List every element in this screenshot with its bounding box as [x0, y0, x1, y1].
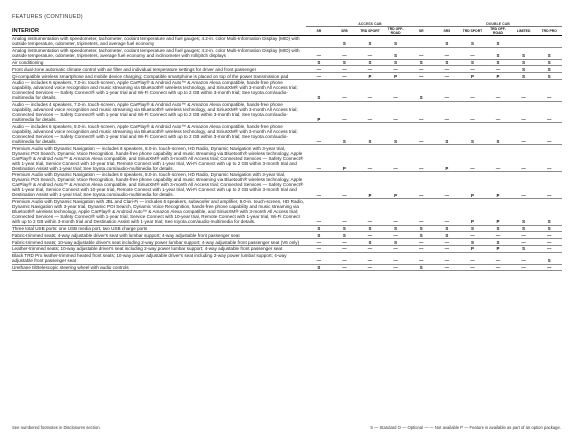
availability-cell: S — [485, 36, 511, 48]
availability-cell: — — [383, 145, 409, 172]
availability-cell: — — [332, 79, 358, 101]
availability-cell: — — [383, 252, 409, 264]
availability-cell: — — [536, 245, 562, 252]
column-header: TRD OFF-ROAD — [383, 27, 409, 36]
availability-cell: — — [408, 172, 434, 199]
availability-cell: — — [511, 123, 537, 145]
table-row — [12, 47, 562, 59]
availability-cell: — — [306, 145, 332, 172]
availability-cell: S — [511, 66, 537, 73]
feature-description: Audio — includes 4 speakers, 7.0-in. touch-screen, Apple CarPlay® & Android Auto™ & Amazon Alexa compatible, hands-free phone capability, advanced voice recognition and music streaming via Bluetooth® wireless technology, and SiriusXM® with 3-month All Access trial; Connected Services — Safety Connect® with 1-year trial and Wi-Fi Connect with up to 2 GB within 3-month trial; See toyota.com/audio-multimedia for details. — [12, 101, 306, 123]
availability-cell: S — [536, 252, 562, 264]
availability-cell: — — [511, 264, 537, 271]
availability-cell: S — [511, 245, 537, 252]
table-row — [12, 172, 562, 199]
availability-cell: — — [408, 239, 434, 246]
availability-cell: — — [460, 47, 486, 59]
availability-cell: P — [485, 73, 511, 80]
feature-description: Analog instrumentation with speedometer, tachometer, coolant temperature and fuel gauges; 4.2-in. color Multi-Information Display (MID) with outside temperature, odometer, tripmeters, average fuel economy and inclinometer with roll/pitch displays — [12, 47, 306, 59]
availability-cell: S — [485, 123, 511, 145]
availability-cell: P — [460, 73, 486, 80]
table-row — [12, 264, 562, 271]
availability-cell: — — [408, 198, 434, 225]
column-header: TRD PRO — [536, 27, 562, 36]
availability-cell: — — [511, 232, 537, 239]
availability-cell: S — [536, 66, 562, 73]
availability-cell: — — [434, 245, 460, 252]
table-body — [12, 36, 562, 271]
availability-cell: S — [332, 232, 358, 239]
availability-cell: S — [383, 239, 409, 246]
availability-cell: S — [485, 239, 511, 246]
availability-cell: S — [434, 59, 460, 66]
availability-cell: S — [408, 264, 434, 271]
availability-cell: S — [460, 36, 486, 48]
feature-description: Audio — includes 6 speakers, 8.0-in. touch-screen, Apple CarPlay® & Android Auto™ & Amazon Alexa compatible, hands-free phone capability, advanced voice recognition and music streaming via Bluetooth® wireless technology, and SiriusXM® with 3-month All Access trial; Connected Services — Safety Connect® with 1-year trial and Wi-Fi Connect with up to 2 GB within 3-month trial; See toyota.com/audio-multimedia for details. — [12, 123, 306, 145]
availability-cell: S — [383, 47, 409, 59]
availability-cell: — — [536, 101, 562, 123]
table-row — [12, 198, 562, 225]
availability-cell: — — [306, 172, 332, 199]
availability-cell: S — [357, 239, 383, 246]
availability-cell: S — [536, 225, 562, 232]
availability-cell: — — [357, 66, 383, 73]
availability-cell: S — [511, 198, 537, 225]
feature-description: Premium Audio with Dynamic Navigation — includes 6 speakers, 8.0-in. touch-screen, HD Radio, Dynamic Navigation with 3-year trial, Dynamic POI Search, Dynamic Voice Recognition, hands-free phone capability and music streaming via Bluetooth® wireless technology, Apple CarPlay® & Android Auto™ & Amazon Alexa compatible, and SiriusXM® with 3-month All Access trial; Connected Services — Safety Connect® with 1-year trial, Service Connect with 10-year trial, Remote Connect with 1-year trial, Wi-Fi Connect with up to 2 GB within 3-month trial and Destination Assist with 1-year trial; See toyota.com/audio-multimedia for details. — [12, 145, 306, 172]
availability-cell: — — [357, 47, 383, 59]
availability-cell: — — [357, 245, 383, 252]
availability-cell: — — [460, 79, 486, 101]
availability-cell: — — [383, 198, 409, 225]
availability-cell: S — [485, 59, 511, 66]
availability-cell: S — [332, 123, 358, 145]
availability-cell: — — [332, 245, 358, 252]
availability-cell: — — [332, 239, 358, 246]
availability-cell: — — [511, 172, 537, 199]
column-header: TRD OFF-ROAD — [485, 27, 511, 36]
availability-cell: — — [408, 73, 434, 80]
availability-cell: S — [511, 59, 537, 66]
table-row — [12, 252, 562, 264]
availability-cell: — — [511, 101, 537, 123]
availability-cell: — — [408, 123, 434, 145]
availability-cell: — — [332, 198, 358, 225]
availability-cell: P — [306, 101, 332, 123]
availability-cell: — — [536, 172, 562, 199]
availability-cell: — — [485, 101, 511, 123]
availability-cell: — — [460, 232, 486, 239]
availability-cell: S — [460, 239, 486, 246]
feature-description: Fabric-trimmed seats; 4-way adjustable driver's seat with lumbar support; 4-way adjustable front passenger seat — [12, 232, 306, 239]
availability-cell: S — [434, 232, 460, 239]
availability-cell: — — [408, 66, 434, 73]
availability-cell: S — [511, 73, 537, 80]
feature-description: Front dual-zone automatic climate control with air filter and individual temperature settings for driver and front passenger — [12, 66, 306, 73]
table-row — [12, 66, 562, 73]
availability-cell: P — [460, 198, 486, 225]
availability-cell: — — [383, 79, 409, 101]
availability-cell: — — [332, 264, 358, 271]
availability-cell: — — [460, 66, 486, 73]
table-row — [12, 239, 562, 246]
availability-cell: — — [485, 252, 511, 264]
availability-cell: S — [332, 59, 358, 66]
availability-cell: S — [332, 225, 358, 232]
availability-cell: P — [460, 172, 486, 199]
availability-cell: — — [536, 264, 562, 271]
availability-cell: P — [383, 172, 409, 199]
group-header-double-cab: DOUBLE CAB — [434, 22, 562, 27]
availability-cell: S — [306, 264, 332, 271]
column-header: SR — [306, 27, 332, 36]
availability-cell: S — [460, 123, 486, 145]
availability-cell: — — [485, 232, 511, 239]
availability-cell: — — [383, 66, 409, 73]
column-header: TRD SPORT — [460, 27, 486, 36]
availability-cell: P — [357, 172, 383, 199]
availability-cell: — — [357, 232, 383, 239]
availability-cell: — — [511, 145, 537, 172]
availability-cell: S — [306, 59, 332, 66]
availability-cell: — — [434, 66, 460, 73]
feature-description: Fabric-trimmed seats; 10-way adjustable driver's seat including 2-way power lumbar support; 4-way adjustable front passenger seat (V6 only) — [12, 239, 306, 246]
availability-cell: — — [357, 198, 383, 225]
availability-cell: S — [511, 47, 537, 59]
table-row — [12, 79, 562, 101]
availability-cell: — — [357, 79, 383, 101]
features-table — [12, 22, 562, 271]
availability-cell: — — [434, 47, 460, 59]
feature-description: Black TRD Pro leather-trimmed heated front seats; 10-way power adjustable driver's seat including 2-way power lumbar support; 4-way adjustable front passenger seat — [12, 252, 306, 264]
availability-cell: S — [485, 47, 511, 59]
column-header: TRD SPORT — [357, 27, 383, 36]
column-header: SR5 — [434, 27, 460, 36]
availability-cell: P — [332, 145, 358, 172]
feature-description: Three total USB ports: one USB media port, two USB charge ports — [12, 225, 306, 232]
availability-cell — [408, 36, 434, 48]
availability-cell: P — [460, 245, 486, 252]
availability-cell: S — [434, 123, 460, 145]
availability-cell: — — [383, 101, 409, 123]
availability-cell: S — [536, 47, 562, 59]
availability-cell: S — [357, 225, 383, 232]
availability-cell: S — [536, 59, 562, 66]
availability-cell: — — [408, 145, 434, 172]
availability-cell: — — [460, 264, 486, 271]
availability-cell: S — [306, 79, 332, 101]
table-row — [12, 59, 562, 66]
availability-cell: S — [357, 123, 383, 145]
availability-cell: — — [332, 101, 358, 123]
table-row — [12, 245, 562, 252]
availability-cell: — — [511, 252, 537, 264]
availability-cell — [536, 36, 562, 48]
column-header: LIMITED — [511, 27, 537, 36]
table-row — [12, 225, 562, 232]
availability-cell: S — [357, 36, 383, 48]
availability-cell: — — [357, 264, 383, 271]
availability-cell: — — [536, 123, 562, 145]
availability-cell: S — [306, 225, 332, 232]
availability-cell: P — [434, 145, 460, 172]
availability-cell: — — [357, 101, 383, 123]
legend: S — Standard O — Optional — — Not available P — Feature is available as part of an option package. — [370, 425, 561, 430]
table-row — [12, 36, 562, 48]
availability-cell: S — [332, 36, 358, 48]
availability-cell: — — [306, 47, 332, 59]
availability-cell: — — [383, 264, 409, 271]
availability-cell: — — [460, 252, 486, 264]
availability-cell: S — [357, 59, 383, 66]
availability-cell: — — [536, 232, 562, 239]
group-header-access-cab: ACCESS CAB — [306, 22, 434, 27]
feature-description: Leather-trimmed seats; 10-way adjustable driver's seat including 2-way power lumbar support; 4-way adjustable front passenger seat — [12, 245, 306, 252]
availability-cell: — — [332, 172, 358, 199]
availability-cell: S — [383, 225, 409, 232]
availability-cell: S — [460, 225, 486, 232]
availability-cell: — — [434, 101, 460, 123]
availability-cell: — — [306, 239, 332, 246]
availability-cell: S — [408, 232, 434, 239]
table-row — [12, 101, 562, 123]
feature-description: Urethane tilt/telescopic steering wheel with audio controls — [12, 264, 306, 271]
availability-cell — [511, 36, 537, 48]
feature-description: Air conditioning — [12, 59, 306, 66]
feature-description: Premium Audio with Dynamic Navigation with JBL and Clari-Fi — includes 6 speakers, subwoofer and amplifier, 8.0-in. touch-screen, HD Radio, Dynamic Navigation with 3-year trial, Dynamic POI Search, Dynamic Voice Recognition, hands-free phone capability and music streaming via Bluetooth® wireless technology, Apple CarPlay® & Android Auto™ & Amazon Alexa compatible, and SiriusXM® with 3-month All Access trial; Connected Services — Safety Connect® with 1-year trial, Service Connect with 10-year trial, Remote Connect with 1-year trial, Wi-Fi Connect with up to 2 GB within 3-month trial and Destination Assist with 1-year trial; See toyota.com/audio-multimedia for details. — [12, 198, 306, 225]
availability-cell: — — [485, 145, 511, 172]
availability-cell: — — [434, 252, 460, 264]
availability-cell: S — [511, 225, 537, 232]
availability-cell: — — [434, 79, 460, 101]
availability-cell: S — [306, 232, 332, 239]
availability-cell: — — [460, 101, 486, 123]
availability-cell: — — [536, 79, 562, 101]
availability-cell: — — [485, 264, 511, 271]
availability-cell: — — [306, 198, 332, 225]
section-title: FEATURES (CONTINUED) — [12, 14, 83, 20]
availability-cell: S — [408, 59, 434, 66]
availability-cell: S — [485, 225, 511, 232]
table-row — [12, 73, 562, 80]
availability-cell: P — [485, 172, 511, 199]
availability-cell: — — [332, 66, 358, 73]
table-label-header: INTERIOR — [12, 27, 306, 36]
feature-description: Analog instrumentation with speedometer, tachometer, coolant temperature and fuel gauges; 4.2-in. color Multi-Information Display (MID) with outside temperature, odometer, tripmeters, and average fuel economy — [12, 36, 306, 48]
availability-cell: S — [408, 225, 434, 232]
availability-cell: — — [408, 47, 434, 59]
availability-cell: — — [485, 66, 511, 73]
feature-description: Audio — includes 6 speakers, 7.0-in. touch-screen, Apple CarPlay® & Android Auto™ & Amazon Alexa compatible, hands-free phone capability, advanced voice recognition and music streaming via Bluetooth® wireless technology, and SiriusXM® with 3-month All Access trial; Connected Services — Safety Connect® with 1-year trial and Wi-Fi Connect with up to 2 GB within 3-month trial; See toyota.com/audio-multimedia for details. — [12, 79, 306, 101]
column-header-row — [12, 27, 562, 36]
availability-cell: P — [485, 198, 511, 225]
availability-cell: — — [306, 73, 332, 80]
table-row — [12, 232, 562, 239]
availability-cell: — — [434, 239, 460, 246]
feature-description: Qi-compatible wireless smartphone and mobile device charging; Compatible smartphone is placed on top of the power transmission pad — [12, 73, 306, 80]
availability-cell: — — [332, 252, 358, 264]
column-header: SR — [408, 27, 434, 36]
availability-cell: — — [408, 252, 434, 264]
availability-cell: — — [460, 145, 486, 172]
availability-cell: P — [485, 245, 511, 252]
availability-cell: — — [357, 145, 383, 172]
availability-cell: — — [383, 232, 409, 239]
availability-cell: — — [536, 145, 562, 172]
availability-cell: — — [306, 66, 332, 73]
availability-cell: — — [511, 239, 537, 246]
availability-cell: — — [511, 79, 537, 101]
column-header: SR5 — [332, 27, 358, 36]
availability-cell: S — [383, 36, 409, 48]
availability-cell: P — [357, 73, 383, 80]
availability-cell: — — [536, 239, 562, 246]
availability-cell: — — [408, 245, 434, 252]
availability-cell: — — [306, 245, 332, 252]
availability-cell: — — [434, 73, 460, 80]
availability-cell: — — [306, 252, 332, 264]
availability-cell: S — [383, 123, 409, 145]
availability-cell: — — [434, 172, 460, 199]
table-row — [12, 145, 562, 172]
table-row — [12, 123, 562, 145]
availability-cell: S — [434, 36, 460, 48]
availability-cell: — — [408, 101, 434, 123]
availability-cell: S — [434, 225, 460, 232]
availability-cell: S — [536, 73, 562, 80]
availability-cell: S — [408, 79, 434, 101]
availability-cell: — — [332, 73, 358, 80]
availability-cell: P — [383, 73, 409, 80]
availability-cell: S — [536, 198, 562, 225]
availability-cell: S — [383, 59, 409, 66]
availability-cell: — — [485, 79, 511, 101]
feature-description: Premium Audio with Dynamic Navigation — includes 6 speakers, 8.0-in. touch-screen, HD Radio, Dynamic Navigation with 3-year trial, Dynamic POI Search, Dynamic Voice Recognition, hands-free phone capability and music streaming via Bluetooth® wireless technology, Apple CarPlay® & Android Auto™ & Amazon Alexa compatible, and SiriusXM® with 3-month All Access trial; Connected Services — Safety Connect® with 1-year trial, Service Connect with 10-year trial, Remote Connect with 1-year trial, Wi-Fi Connect with up to 2 GB within 3-month trial and Destination Assist with 1-year trial; See toyota.com/audio-multimedia for details. — [12, 172, 306, 199]
footnote-reference: See numbered footnotes in Disclosures section. — [12, 425, 101, 430]
availability-cell: S — [460, 59, 486, 66]
availability-cell: — — [332, 47, 358, 59]
availability-cell: — — [306, 123, 332, 145]
availability-cell: — — [434, 198, 460, 225]
availability-cell: — — [383, 245, 409, 252]
availability-cell: — — [434, 264, 460, 271]
availability-cell — [306, 36, 332, 48]
availability-cell: — — [357, 252, 383, 264]
